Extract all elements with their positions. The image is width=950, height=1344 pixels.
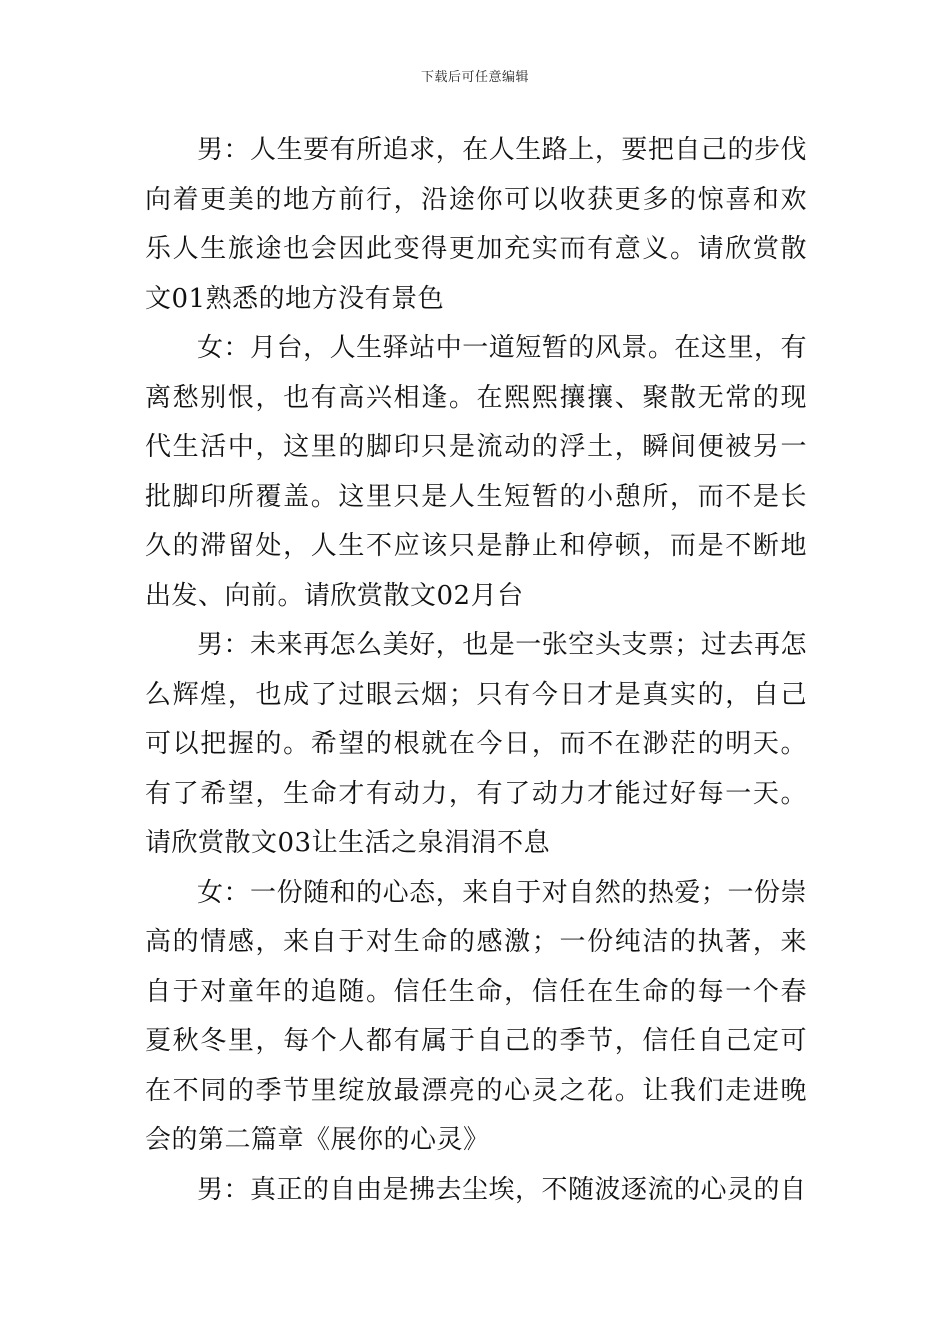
paragraph-2: 女：月台，人生驿站中一道短暂的风景。在这里，有离愁别恨，也有高兴相逢。在熙熙攘攘、聚散无常的现代生活中，这里的脚印只是流动的浮土，瞬间便被另一批脚印所覆盖。这里只是人生短暂的小憩所，而不是长久的滞留处，人生不应该只是静止和停顿，而是不断地出发、向前。请欣赏散文02月台: [145, 333, 807, 611]
page-header: 下载后可任意编辑: [420, 70, 529, 85]
paragraph-4: 女：一份随和的心态，来自于对自然的热爱；一份崇高的情感，来自于对生命的感激；一份纯洁的执著，来自于对童年的追随。信任生命，信任在生命的每一个春夏秋冬里，每个人都有属于自己的季节，信任自己定可在不同的季节里绽放最漂亮的心灵之花。让我们走进晚会的第二篇章《展你的心灵》: [145, 877, 807, 1155]
paragraph-1: 男：人生要有所追求，在人生路上，要把自己的步伐向着更美的地方前行，沿途你可以收获更多的惊喜和欢乐人生旅途也会因此变得更加充实而有意义。请欣赏散文01熟悉的地方没有景色: [145, 135, 807, 314]
paragraph-3: 男：未来再怎么美好，也是一张空头支票；过去再怎么辉煌，也成了过眼云烟；只有今日才是真实的，自己可以把握的。希望的根就在今日，而不在渺茫的明天。有了希望，生命才有动力，有了动力才能过好每一天。请欣赏散文03让生活之泉涓涓不息: [145, 630, 807, 858]
document-body: [145, 126, 807, 1215]
paragraph-5: 男：真正的自由是拂去尘埃，不随波逐流的心灵的自: [197, 1174, 807, 1205]
